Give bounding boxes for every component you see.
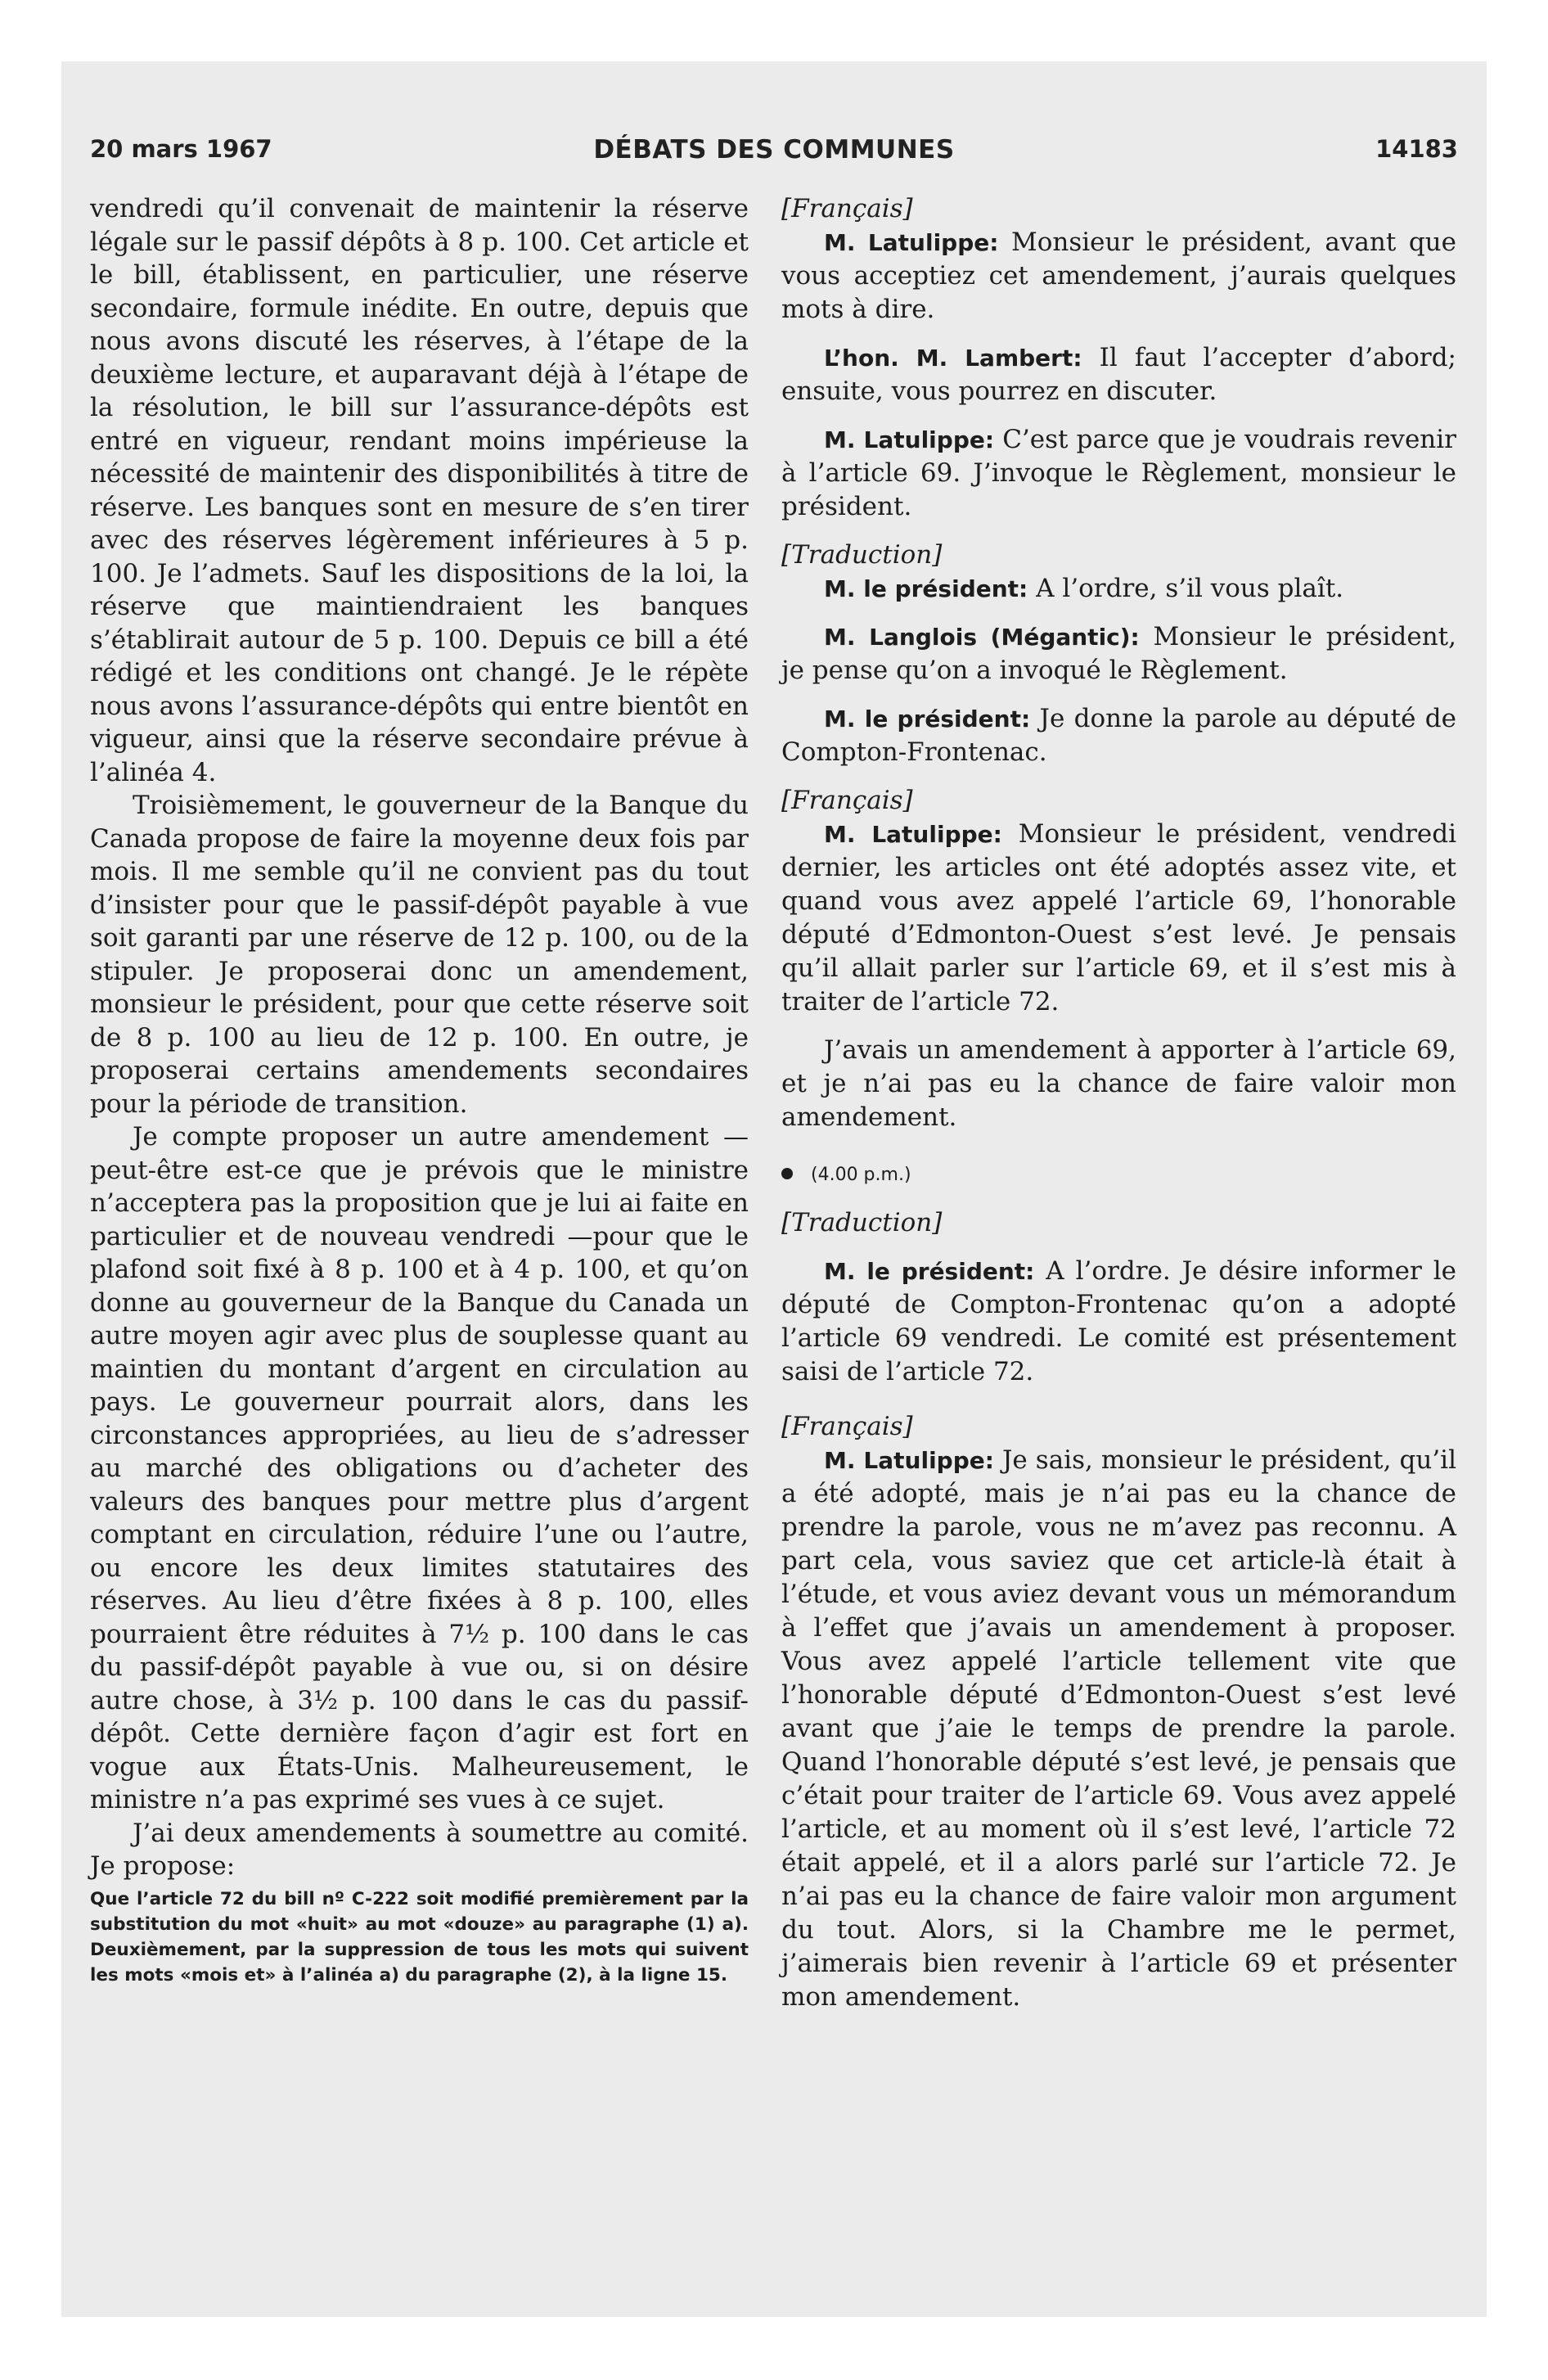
motion-text: Que l’article 72 du bill nº C-222 soit modifié premièrement par la substitution du mot «huit» au mot «douze» au paragraphe (1) a). Deuxièmement, par la suppression de tous les mots qui suivent les mots «mois et» à l’alinéa a) du paragraphe (2), à la ligne 15. [90,1888,749,1986]
language-marker: [Français] [781,1412,913,1441]
speech-text: Il faut l’accepter d’abord; ensuite, vous pourrez en discuter. [781,343,1456,406]
speech-text: A l’ordre, s’il vous plaît. [1028,574,1344,603]
time-marker [781,1156,1456,1192]
speech-text: Je donne la parole au député de Compton-Frontenac. [781,704,1456,767]
right-column [781,192,1456,2014]
speech-text: C’est parce que je voudrais revenir à l’article 69. J’invoque le Règlement, monsieur le président. [781,425,1456,521]
speaker-name: M. le président: [824,575,1028,602]
speaker-name: M. le président: [824,1258,1035,1285]
paragraph: Je compte proposer un autre amendement —peut-être est-ce que je prévois que le ministre n’acceptera pas la proposition que je lui ai faite en particulier et de nouveau vendredi —pour que le plafond soit fixé à 8 p. 100 et à 4 p. 100, et qu’on donne au gouverneur de la Banque du Canada un autre moyen agir avec plus de souplesse quant au maintien du montant d’argent en circulation au pays. Le gouverneur pourrait alors, dans les circonstances appropriées, au lieu de s’adresser au marché des obligations ou d’acheter des valeurs des banques pour mettre plus d’argent comptant en circulation, réduire l’une ou l’autre, ou encore les deux limites statutaires des réserves. Au lieu d’être fixées à 8 p. 100, elles pourraient être réduites à 7½ p. 100 dans le cas du passif-dépôt payable à vue ou, si on désire autre chose, à 3½ p. 100 dans le cas du passif-dépôt. Cette dernière façon d’agir est fort en vogue aux États-Unis. Malheureusement, le ministre n’a pas exprimé ses vues à ce sujet. [90,1122,749,1814]
speaker-name: M. Langlois (Mégantic): [824,624,1140,651]
paragraph: J’avais un amendement à apporter à l’article 69, et je n’ai pas eu la chance de faire valoir mon amendement. [781,1035,1456,1132]
header-date: 20 mars 1967 [90,135,272,163]
speech [781,620,1456,687]
speech-text: A l’ordre. Je désire informer le député de Compton-Frontenac qu’on a adopté l’article 69 vendredi. Le comité est présentement saisi de l’article 72. [781,1256,1456,1386]
speech-text: Monsieur le président, vendredi dernier, les articles ont été adoptés assez vite, et quand vous avez appelé l’article 69, l’honorable député d’Edmonton-Ouest s’est levé. Je pensais qu’il allait parler sur l’article 69, et il s’est mis à traiter de l’article 72. [781,819,1456,1016]
speech [781,702,1456,769]
speech [781,572,1456,606]
paragraph: J’ai deux amendements à soumettre au comité. Je propose: [90,1818,749,1881]
header-page-number: 14183 [1375,135,1458,163]
speaker-name: M. Latulippe: [824,1447,994,1474]
speech [781,226,1456,327]
speech-text: Monsieur le président, je pense qu’on a invoqué le Règlement. [781,622,1456,685]
time-text: (4.00 p.m.) [811,1165,911,1185]
left-column [90,192,749,1988]
speaker-name: M. le président: [824,705,1031,732]
speech-text: Monsieur le président, avant que vous acceptiez cet amendement, j’aurais quelques mots à dire. [781,228,1456,324]
language-marker: [Français] [781,786,913,815]
speech [781,423,1456,524]
header-title: DÉBATS DES COMMUNES [593,135,955,165]
speech [781,341,1456,408]
page-header [90,135,1458,176]
paragraph: Troisièmement, le gouverneur de la Banque du Canada propose de faire la moyenne deux fois par mois. Il me semble qu’il ne convient pas du tout d’insister pour que le passif-dépôt payable à vue soit garanti par une réserve de 12 p. 100, ou de la stipuler. Je proposerai donc un amendement, monsieur le président, pour que cette réserve soit de 8 p. 100 au lieu de 12 p. 100. En outre, je proposerai certains amendements secondaires pour la période de transition. [90,791,749,1119]
language-marker: [Traduction] [781,540,943,570]
language-marker: [Français] [781,194,913,223]
page-sheet [61,61,1487,2317]
speaker-name: M. Latulippe: [824,821,1002,848]
paragraph: vendredi qu’il convenait de maintenir la réserve légale sur le passif dépôts à 8 p. 100. Cet article et le bill, établissent, en particulier, une réserve secondaire, formule inédite. En outre, depuis que nous avons discuté les réserves, à l’étape de la deuxième lecture, et auparavant déjà à l’étape de la résolution, le bill sur l’assurance-dépôts est entré en vigueur, rendant moins impérieuse la nécessité de maintenir des disponibilités à titre de réserve. Les banques sont en mesure de s’en tirer avec des réserves légèrement inférieures à 5 p. 100. Je l’admets. Sauf les dispositions de la loi, la réserve que maintiendraient les banques s’établirait autour de 5 p. 100. Depuis ce bill a été rédigé et les conditions ont changé. Je le répète nous avons l’assurance-dépôts qui entre bientôt en vigueur, ainsi que la réserve secondaire prévue à l’alinéa 4. [90,194,749,787]
speaker-name: M. Latulippe: [824,426,995,453]
speech-text: Je sais, monsieur le président, qu’il a été adopté, mais je n’ai pas eu la chance de prendre la parole, vous ne m’avez pas reconnu. A part cela, vous saviez que cet article-là était à l’étude, et vous aviez devant vous un mémorandum à l’effet que j’avais un amendement à proposer. Vous avez appelé l’article tellement vite que l’honorable député d’Edmonton-Ouest s’est levé avant que j’aie le temps de prendre la parole. Quand l’honorable député s’est levé, je pensais que c’était pour traiter de l’article 69. Vous avez appelé l’article, et au moment où il s’est levé, l’article 72 était appelé, et il a alors parlé sur l’article 72. Je n’ai pas eu la chance de faire valoir mon argument du tout. Alors, si la Chambre me le permet, j’aimerais bien revenir à l’article 69 et présenter mon amendement. [781,1445,1456,2012]
bullet-icon [781,1168,793,1179]
speech [781,1444,1456,2014]
speaker-name: L’hon. M. Lambert: [824,345,1082,372]
speech [781,818,1456,1019]
speaker-name: M. Latulippe: [824,229,999,256]
language-marker: [Traduction] [781,1208,943,1237]
speech [781,1255,1456,1389]
